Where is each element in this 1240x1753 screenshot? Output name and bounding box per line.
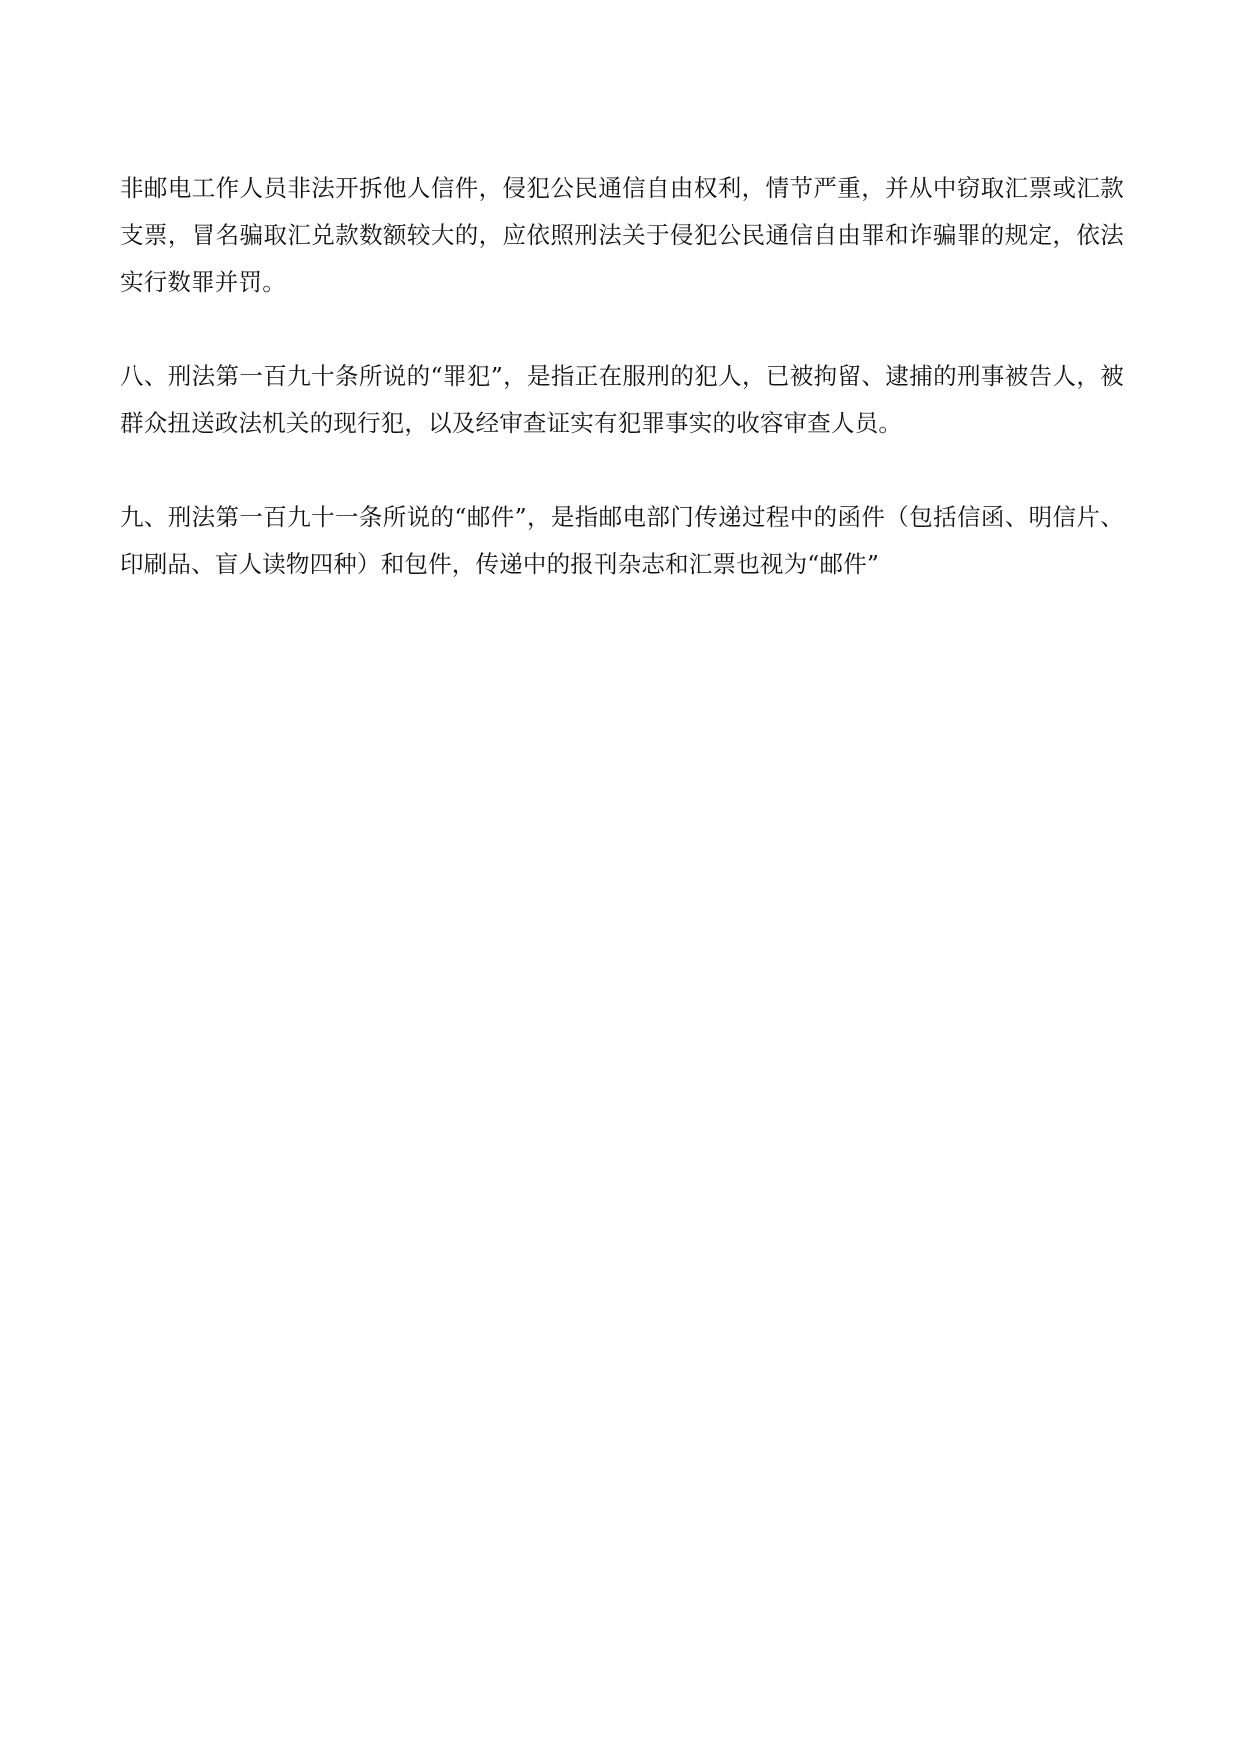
paragraph-article-9: 九、刑法第一百九十一条所说的“邮件”，是指邮电部门传递过程中的函件（包括信函、明信片、印刷品、盲人读物四种）和包件，传递中的报刊杂志和汇票也视为“邮件” [120, 503, 1124, 578]
document-body [120, 165, 1124, 588]
paragraph-article-8: 八、刑法第一百九十条所说的“罪犯”，是指正在服刑的犯人，已被拘留、逮捕的刑事被告人，被群众扭送政法机关的现行犯，以及经审查证实有犯罪事实的收容审查人员。 [120, 362, 1124, 437]
paragraph-continuation: 非邮电工作人员非法开拆他人信件，侵犯公民通信自由权利，情节严重，并从中窃取汇票或汇款支票，冒名骗取汇兑款数额较大的，应依照刑法关于侵犯公民通信自由罪和诈骗罪的规定，依法实行数罪并罚。 [120, 174, 1124, 296]
